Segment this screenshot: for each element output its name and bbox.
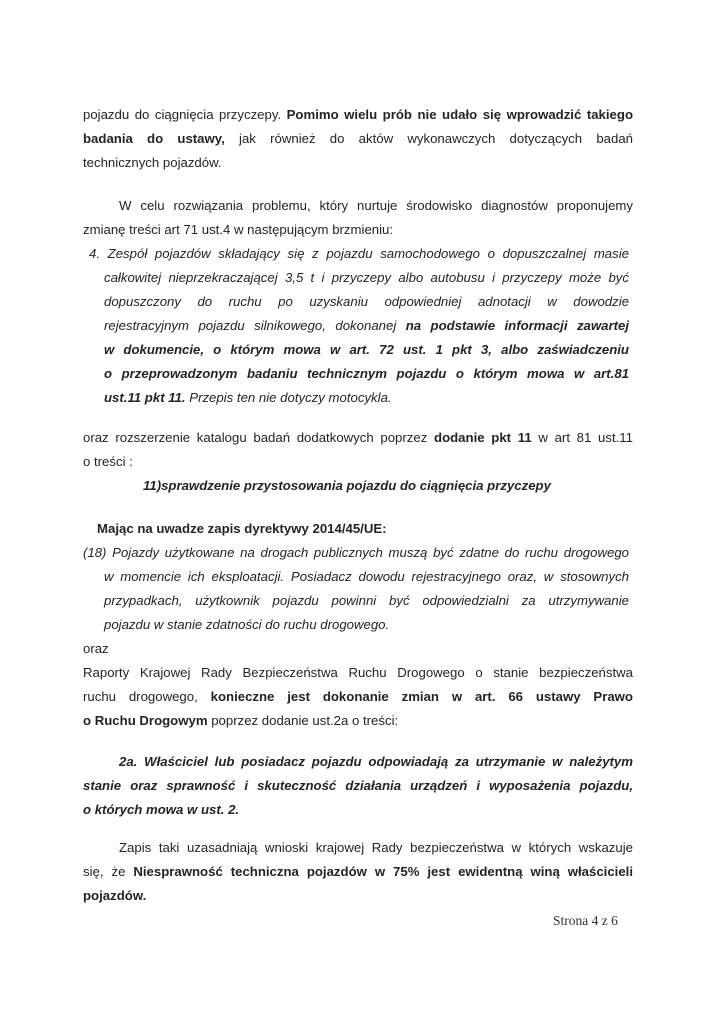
p1-line-3: technicznych pojazdów. <box>83 155 222 170</box>
p5-line-3-bold: o Ruchu Drogowym <box>83 713 208 728</box>
p4-oraz: oraz <box>83 641 109 656</box>
p3-line-1 <box>83 426 633 450</box>
p5-line-3-text: poprzez dodanie ust.2a o treści: <box>207 713 399 728</box>
p6-line-1: 2a. Właściciel lub posiadacz pojazdu odpowiadają za utrzymanie w należytym <box>119 754 633 769</box>
quote4-line-2: całkowitej nieprzekraczającej 3,5 t i przyczepy albo autobusu i przyczepy może być <box>104 270 629 285</box>
p1-line-2-text: jak również do aktów wykonawczych dotyczących badań <box>224 131 633 146</box>
p3-line-1-bold: dodanie pkt 11 <box>434 430 532 445</box>
quote4-line-7-bold: ust.11 pkt 11. <box>104 390 186 405</box>
page-number: Strona 4 z 6 <box>553 913 618 928</box>
quote4-line-1: 4. Zespół pojazdów składający się z pojazdu samochodowego o dopuszczalnej masie <box>89 246 629 261</box>
p5-line-2-bold: konieczne jest dokonanie zmian w art. 66 ustawy Prawo <box>210 689 633 704</box>
p7-line-2-text: się, że <box>83 864 134 879</box>
p4-quote-line-3: przypadkach, użytkownik pojazdu powinni być odpowiedzialni za utrzymywanie <box>104 593 629 608</box>
p7-line-2 <box>83 860 633 884</box>
p3-line-1-text: oraz rozszerzenie katalogu badań dodatkowych poprzez <box>83 430 435 445</box>
p7-line-1: Zapis taki uzasadniają wnioski krajowej Rady bezpieczeństwa w których wskazuje <box>119 840 633 855</box>
quote4-line-7 <box>104 386 392 410</box>
quote4-line-4-bold: na podstawie informacji zawartej <box>405 318 629 333</box>
p3-heading: 11)sprawdzenie przystosowania pojazdu do ciągnięcia przyczepy <box>143 478 551 493</box>
quote4-line-7-text: Przepis ten nie dotyczy motocykla. <box>185 390 392 405</box>
p3-line-1-tail: w art 81 ust.11 <box>531 430 633 445</box>
p6-line-3: o których mowa w ust. 2. <box>83 802 240 817</box>
quote4-line-4 <box>104 314 629 338</box>
p1-line-1 <box>83 103 633 127</box>
quote4-line-6: o przeprowadzonym badaniu technicznym pojazdu o którym mowa w art.81 <box>104 366 629 381</box>
quote4-line-5: w dokumencie, o którym mowa w art. 72 ust. 1 pkt 3, albo zaświadczeniu <box>104 342 629 357</box>
p5-line-2-text: ruchu drogowego, <box>83 689 211 704</box>
p7-line-3: pojazdów. <box>83 888 147 903</box>
p5-line-3 <box>83 709 398 733</box>
p3-line-2: o treści : <box>83 454 133 469</box>
p7-line-2-bold: Niesprawność techniczna pojazdów w 75% jest ewidentną winą właścicieli <box>133 864 634 879</box>
p4-quote-line-4: pojazdu w stanie zdatności do ruchu drogowego. <box>104 617 390 632</box>
p1-line-1-bold: Pomimo wielu prób nie udało się wprowadzić takiego <box>286 107 633 122</box>
p2-line-1: W celu rozwiązania problemu, który nurtuje środowisko diagnostów proponujemy <box>119 198 633 213</box>
p5-line-2 <box>83 685 633 709</box>
quote4-line-3: dopuszczony do ruchu po uzyskaniu odpowiedniej adnotacji w dowodzie <box>104 294 629 309</box>
p6-line-2: stanie oraz sprawność i skuteczność działania urządzeń i wyposażenia pojazdu, <box>83 778 633 793</box>
p2-line-2: zmianę treści art 71 ust.4 w następującym brzmieniu: <box>83 222 394 237</box>
p5-line-1: Raporty Krajowej Rady Bezpieczeństwa Ruchu Drogowego o stanie bezpieczeństwa <box>83 665 633 680</box>
p1-line-2-bold: badania do ustawy, <box>83 131 225 146</box>
p1-line-2 <box>83 127 633 151</box>
p1-line-1-text: pojazdu do ciągnięcia przyczepy. <box>83 107 287 122</box>
p4-quote-line-2: w momencie ich eksploatacji. Posiadacz dowodu rejestracyjnego oraz, w stosownych <box>104 569 629 584</box>
p4-quote-line-1: (18) Pojazdy użytkowane na drogach publicznych muszą być zdatne do ruchu drogowego <box>83 545 629 560</box>
quote4-line-4-text: rejestracyjnym pojazdu silnikowego, dokonanej <box>104 318 406 333</box>
p4-heading: Mając na uwadze zapis dyrektywy 2014/45/UE: <box>97 521 387 536</box>
